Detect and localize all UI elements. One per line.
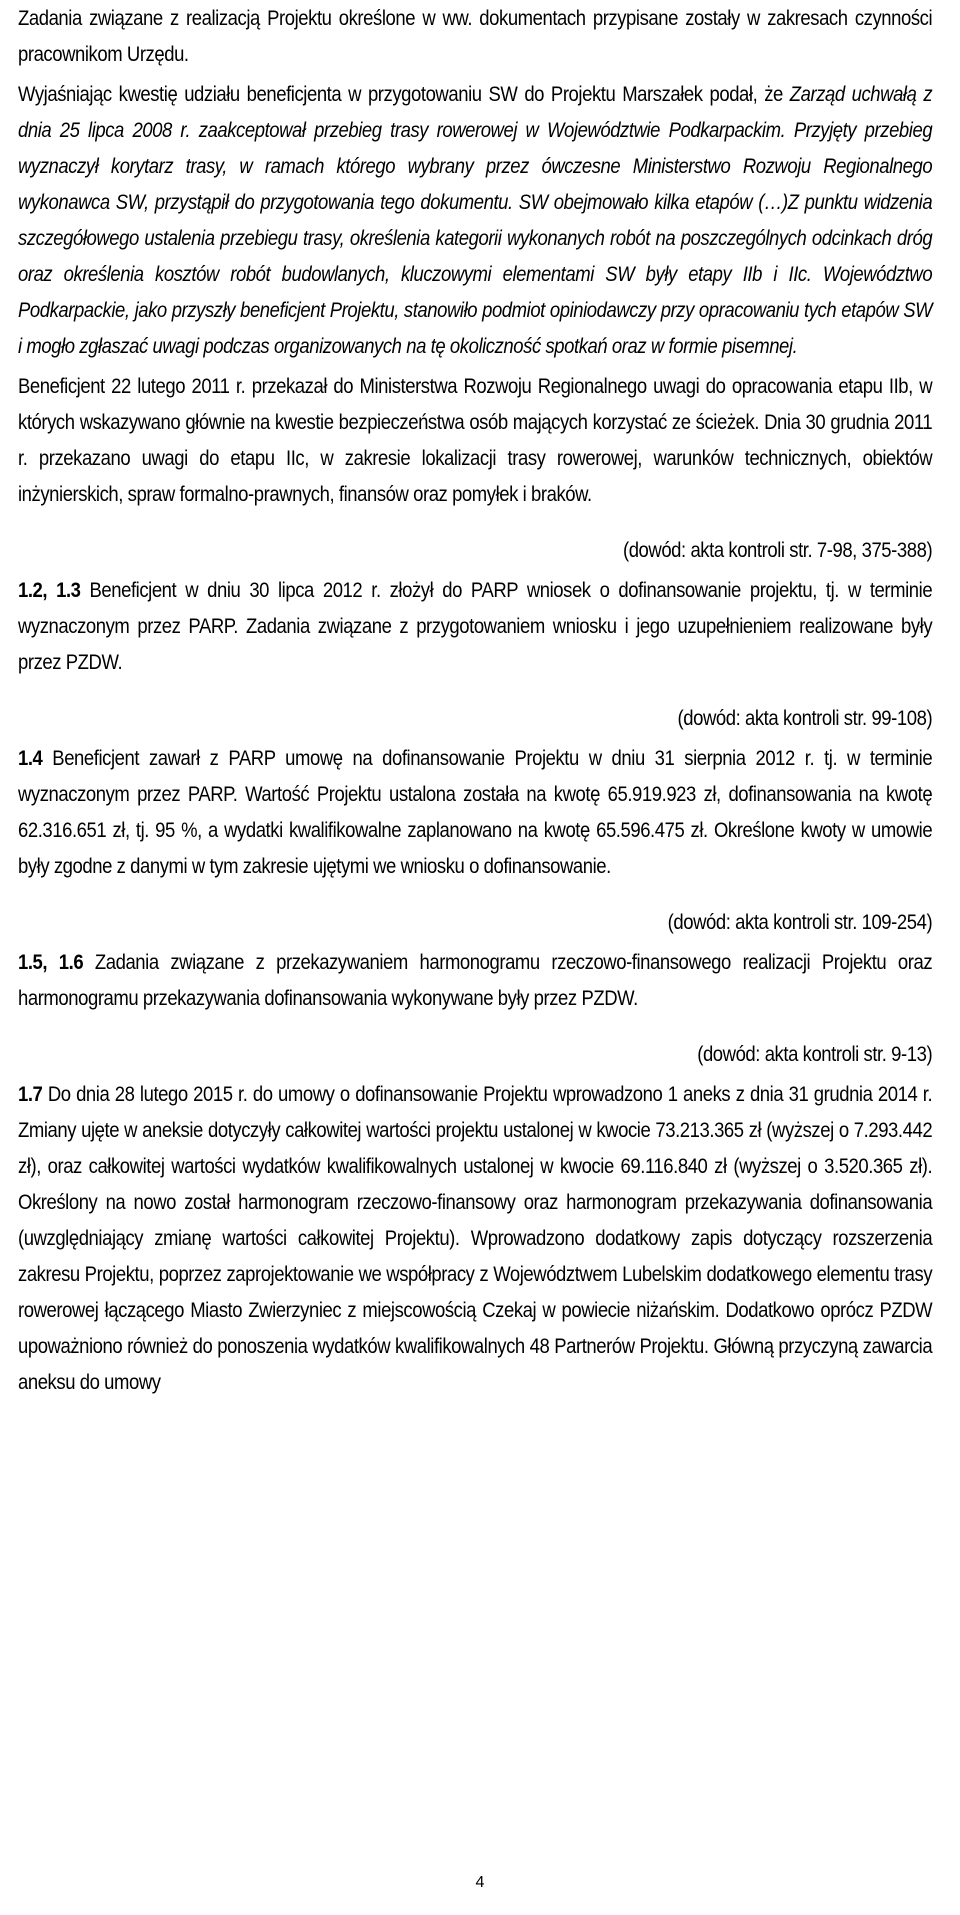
paragraph-text: Do dnia 28 lutego 2015 r. do umowy o dofinansowanie Projektu wprowadzono 1 aneks z dnia 31 grudnia 2014 r. Zmiany ujęte w aneksie dotyczyły całkowitej wartości projektu ustalonej w kwocie 73.213.365 zł (wyższej o 7.293.442 zł), oraz całkowitej wartości wydatków kwalifikowalnych ustalonej w kwocie 69.116.840 zł (wyższej o 3.520.365 zł). Określony na nowo został harmonogram rzeczowo-finansowy oraz harmonogram przekazywania dofinansowania (uwzględniający zmianę wartości całkowitej Projektu). Wprowadzono dodatkowy zapis dotyczący rozszerzenia zakresu Projektu, poprzez zaprojektowanie we współpracy z Województwem Lubelskim dodatkowego elementu trasy rowerowej łączącego Miasto Zwierzyniec z miejscowością Czekaj w powiecie niżańskim. Dodatkowo oprócz PZDW upoważniono również do ponoszenia wydatków kwalifikowalnych 48 Partnerów Projektu. Główną przyczyną zawarcia aneksu do umowy — [18, 1082, 933, 1394]
paragraph-text: Beneficjent w dniu 30 lipca 2012 r. złożył do PARP wniosek o dofinansowanie projektu, tj. w terminie wyznaczonym przez PARP. Zadania związane z przygotowaniem wniosku i jego uzupełnieniem realizowane były przez PZDW. — [18, 578, 933, 674]
evidence-reference: (dowód: akta kontroli str. 99-108) — [677, 706, 933, 730]
paragraph-beneficiary-participation — [18, 76, 932, 364]
paragraph-comments: Beneficjent 22 lutego 2011 r. przekazał do Ministerstwa Rozwoju Regionalnego uwagi do opracowania etapu IIb, w których wskazywano głównie na kwestie bezpieczeństwa osób mających korzystać ze ścieżek. Dnia 30 grudnia 2011 r. przekazano uwagi do etapu IIc, w zakresie lokalizacji trasy rowerowej, warunków technicznych, obiektów inżynierskich, spraw formalno-prawnych, finansów oraz pomyłek i braków. — [18, 374, 933, 506]
paragraph-text: Beneficjent zawarł z PARP umowę na dofinansowanie Projektu w dniu 31 sierpnia 2012 r. tj. w terminie wyznaczonym przez PARP. Wartość Projektu ustalona została na kwotę 65.919.923 zł, dofinansowania na kwotę 62.316.651 zł, tj. 95 %, a wydatki kwalifikowalne zaplanowano na kwotę 65.596.475 zł. Określone kwoty w umowie były zgodne z danymi w tym zakresie ujętymi we wniosku o dofinansowanie. — [18, 746, 933, 878]
paragraph-schedule — [18, 944, 932, 1016]
page-number: 4 — [475, 1874, 485, 1891]
paragraph-tasks: Zadania związane z realizacją Projektu określone w ww. dokumentach przypisane zostały w zakresach czynności pracownikom Urzędu. — [18, 6, 933, 66]
paragraph-intro-text: Wyjaśniając kwestię udziału beneficjenta w przygotowaniu SW do Projektu Marszałek podał, że — [18, 82, 790, 106]
paragraph-text: Zadania związane z przekazywaniem harmonogramu rzeczowo-finansowego realizacji Projektu oraz harmonogramu przekazywania dofinansowania wykonywane były przez PZDW. — [18, 950, 933, 1010]
point-label: 1.4 — [18, 746, 43, 770]
evidence-reference: (dowód: akta kontroli str. 9-13) — [697, 1042, 933, 1066]
point-label: 1.2, 1.3 — [18, 578, 81, 602]
paragraph-application — [18, 572, 932, 680]
point-label: 1.7 — [18, 1082, 43, 1106]
paragraph-agreement — [18, 740, 932, 884]
evidence-reference: (dowód: akta kontroli str. 109-254) — [667, 910, 933, 934]
paragraph-annex — [18, 1076, 932, 1400]
quoted-explanation: Zarząd uchwałą z dnia 25 lipca 2008 r. zaakceptował przebieg trasy rowerowej w Województwie Podkarpackim. Przyjęty przebieg wyznaczył korytarz trasy, w ramach którego wybrany przez ówczesne Ministerstwo Rozwoju Regionalnego wykonawca SW, przystąpił do przygotowania tego dokumentu. SW obejmowało kilka etapów (…)Z punktu widzenia szczegółowego ustalenia przebiegu trasy, określenia kategorii wykonanych robót na poszczególnych odcinkach dróg oraz określenia kosztów robót budowlanych, kluczowymi elementami SW były etapy IIb i IIc. Województwo Podkarpackie, jako przyszły beneficjent Projektu, stanowiło podmiot opiniodawczy przy opracowaniu tych etapów SW i mogło zgłaszać uwagi podczas organizowanych na tę okoliczność spotkań oraz w formie pisemnej. — [18, 82, 933, 358]
document-body — [18, 0, 932, 1400]
point-label: 1.5, 1.6 — [18, 950, 84, 974]
evidence-reference: (dowód: akta kontroli str. 7-98, 375-388) — [622, 538, 933, 562]
